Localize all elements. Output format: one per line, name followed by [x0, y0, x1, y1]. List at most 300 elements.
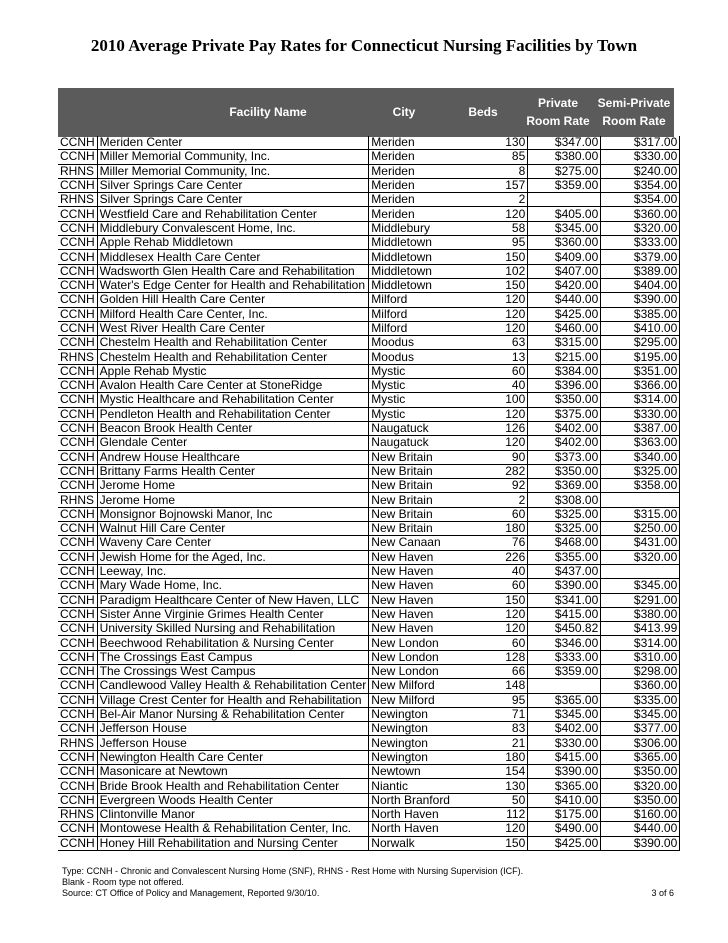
facility-beds: 2: [477, 493, 528, 507]
semi-private-room-rate: $390.00: [601, 293, 680, 307]
semi-private-room-rate: $360.00: [601, 207, 680, 221]
private-room-rate: $390.00: [528, 579, 601, 593]
private-room-rate: $341.00: [528, 593, 601, 607]
table-row: [58, 464, 680, 478]
facility-name: Newington Health Care Center: [97, 750, 369, 764]
facility-city: North Haven: [369, 822, 478, 836]
facility-city: New Britain: [369, 450, 478, 464]
facility-city: New Haven: [369, 579, 478, 593]
facility-beds: 50: [477, 793, 528, 807]
facility-city: New Haven: [369, 564, 478, 578]
semi-private-room-rate: $350.00: [601, 765, 680, 779]
semi-private-room-rate: $354.00: [601, 178, 680, 192]
facility-type: CCNH: [58, 593, 97, 607]
facility-beds: 85: [477, 150, 528, 164]
semi-private-room-rate: $404.00: [601, 278, 680, 292]
semi-private-room-rate: $335.00: [601, 693, 680, 707]
facility-name: Miller Memorial Community, Inc.: [97, 150, 369, 164]
facility-beds: 40: [477, 379, 528, 393]
facility-beds: 120: [477, 436, 528, 450]
facility-name: Candlewood Valley Health & Rehabilitation Center: [97, 679, 369, 693]
facility-name: Water's Edge Center for Health and Rehabilitation: [97, 278, 369, 292]
semi-private-room-rate: $366.00: [601, 379, 680, 393]
facility-beds: 83: [477, 722, 528, 736]
semi-private-room-rate: $413.99: [601, 622, 680, 636]
semi-private-room-rate: $358.00: [601, 479, 680, 493]
facility-name: Westfield Care and Rehabilitation Center: [97, 207, 369, 221]
facility-name: Wadsworth Glen Health Care and Rehabilitation: [97, 264, 369, 278]
facility-name: Montowese Health & Rehabilitation Center, Inc.: [97, 822, 369, 836]
private-room-rate: $365.00: [528, 779, 601, 793]
facility-city: Milford: [369, 321, 478, 335]
table-row: [58, 750, 680, 764]
private-room-rate: $333.00: [528, 650, 601, 664]
facility-beds: 120: [477, 407, 528, 421]
facility-name: Apple Rehab Middletown: [97, 236, 369, 250]
facility-beds: 60: [477, 507, 528, 521]
facility-name: Silver Springs Care Center: [97, 193, 369, 207]
facility-beds: 154: [477, 765, 528, 779]
facility-type: CCNH: [58, 536, 97, 550]
semi-private-room-rate: $333.00: [601, 236, 680, 250]
facility-name: West River Health Care Center: [97, 321, 369, 335]
facility-type: CCNH: [58, 750, 97, 764]
facility-name: Middlebury Convalescent Home, Inc.: [97, 221, 369, 235]
private-room-rate: $350.00: [528, 464, 601, 478]
facility-name: Jewish Home for the Aged, Inc.: [97, 550, 369, 564]
private-room-rate: $360.00: [528, 236, 601, 250]
facility-name: Monsignor Bojnowski Manor, Inc: [97, 507, 369, 521]
facility-type: CCNH: [58, 765, 97, 779]
table-row: [58, 393, 680, 407]
facility-beds: 92: [477, 479, 528, 493]
facility-type: CCNH: [58, 779, 97, 793]
facility-name: The Crossings East Campus: [97, 650, 369, 664]
facility-beds: 120: [477, 622, 528, 636]
facility-city: Norwalk: [369, 836, 478, 850]
private-room-rate: $375.00: [528, 407, 601, 421]
facility-type: CCNH: [58, 364, 97, 378]
facility-name: Village Crest Center for Health and Rehabilitation: [97, 693, 369, 707]
facility-beds: 148: [477, 679, 528, 693]
table-row: [58, 407, 680, 421]
table-row: [58, 836, 680, 850]
table-row: [58, 350, 680, 364]
facility-city: Middletown: [369, 250, 478, 264]
table-row: [58, 293, 680, 307]
facility-type: RHNS: [58, 164, 97, 178]
semi-private-room-rate: $310.00: [601, 650, 680, 664]
facility-city: Milford: [369, 293, 478, 307]
facility-name: Bride Brook Health and Rehabilitation Center: [97, 779, 369, 793]
semi-private-room-rate: $314.00: [601, 636, 680, 650]
facility-type: CCNH: [58, 207, 97, 221]
semi-private-room-rate: $330.00: [601, 407, 680, 421]
facility-name: Andrew House Healthcare: [97, 450, 369, 464]
private-room-rate: $355.00: [528, 550, 601, 564]
facility-name: Glendale Center: [97, 436, 369, 450]
table-row: [58, 150, 680, 164]
facility-beds: 120: [477, 207, 528, 221]
semi-private-room-rate: $330.00: [601, 150, 680, 164]
semi-private-room-rate: $345.00: [601, 707, 680, 721]
table-row: [58, 236, 680, 250]
facility-name: Brittany Farms Health Center: [97, 464, 369, 478]
facility-city: Middletown: [369, 264, 478, 278]
facility-city: New Britain: [369, 479, 478, 493]
table-row: [58, 607, 680, 621]
private-room-rate: $359.00: [528, 178, 601, 192]
facility-beds: 150: [477, 836, 528, 850]
facility-city: North Branford: [369, 793, 478, 807]
facility-name: Jerome Home: [97, 479, 369, 493]
private-room-rate: $315.00: [528, 336, 601, 350]
facility-type: CCNH: [58, 650, 97, 664]
facility-beds: 120: [477, 321, 528, 335]
facility-city: Meriden: [369, 193, 478, 207]
facility-city: New Britain: [369, 493, 478, 507]
semi-private-room-rate: $317.00: [601, 136, 680, 150]
semi-private-room-rate: $320.00: [601, 550, 680, 564]
facility-name: Pendleton Health and Rehabilitation Center: [97, 407, 369, 421]
page-number: 3 of 6: [651, 888, 674, 898]
facility-beds: 157: [477, 178, 528, 192]
private-room-rate: $215.00: [528, 350, 601, 364]
facility-type: CCNH: [58, 436, 97, 450]
facility-city: New London: [369, 636, 478, 650]
facility-city: Newington: [369, 736, 478, 750]
facility-name: Silver Springs Care Center: [97, 178, 369, 192]
facility-type: CCNH: [58, 278, 97, 292]
facility-table: [58, 136, 680, 851]
private-room-rate: $365.00: [528, 693, 601, 707]
table-row: [58, 450, 680, 464]
facility-beds: 63: [477, 336, 528, 350]
table-row: [58, 436, 680, 450]
facility-name: Paradigm Healthcare Center of New Haven, LLC: [97, 593, 369, 607]
semi-private-header-line1: Semi-Private: [597, 96, 671, 110]
facility-city: New Britain: [369, 522, 478, 536]
facility-name: Jefferson House: [97, 736, 369, 750]
private-room-rate: $325.00: [528, 522, 601, 536]
private-room-rate: $425.00: [528, 836, 601, 850]
private-room-rate: $407.00: [528, 264, 601, 278]
city-header: City: [392, 105, 416, 119]
table-row: [58, 707, 680, 721]
facility-beds: 102: [477, 264, 528, 278]
facility-city: Niantic: [369, 779, 478, 793]
facility-city: Meriden: [369, 207, 478, 221]
facility-beds: 60: [477, 636, 528, 650]
semi-private-room-rate: $351.00: [601, 364, 680, 378]
table-row: [58, 164, 680, 178]
private-room-rate: $460.00: [528, 321, 601, 335]
semi-private-room-rate: $385.00: [601, 307, 680, 321]
private-room-rate: $402.00: [528, 436, 601, 450]
semi-private-room-rate: [601, 564, 680, 578]
facility-city: Moodus: [369, 336, 478, 350]
facility-type: CCNH: [58, 607, 97, 621]
facility-city: New Haven: [369, 622, 478, 636]
facility-type: CCNH: [58, 250, 97, 264]
private-room-rate: $345.00: [528, 221, 601, 235]
facility-type: CCNH: [58, 178, 97, 192]
private-room-rate: $490.00: [528, 822, 601, 836]
facility-name: Golden Hill Health Care Center: [97, 293, 369, 307]
facility-beds: 100: [477, 393, 528, 407]
private-room-rate: $369.00: [528, 479, 601, 493]
table-row: [58, 736, 680, 750]
semi-private-room-rate: $365.00: [601, 750, 680, 764]
facility-name: Evergreen Woods Health Center: [97, 793, 369, 807]
facility-beds: 58: [477, 221, 528, 235]
table-row: [58, 822, 680, 836]
facility-beds: 120: [477, 822, 528, 836]
facility-city: Newtown: [369, 765, 478, 779]
table-row: [58, 264, 680, 278]
facility-type: CCNH: [58, 507, 97, 521]
facility-name: Waveny Care Center: [97, 536, 369, 550]
facility-type: RHNS: [58, 350, 97, 364]
table-row: [58, 221, 680, 235]
facility-city: Meriden: [369, 150, 478, 164]
semi-private-room-rate: $410.00: [601, 321, 680, 335]
semi-private-room-rate: $306.00: [601, 736, 680, 750]
facility-beds: 120: [477, 293, 528, 307]
facility-name: Meriden Center: [97, 136, 369, 150]
facility-name: Beacon Brook Health Center: [97, 421, 369, 435]
semi-private-room-rate: $389.00: [601, 264, 680, 278]
facility-name: Jefferson House: [97, 722, 369, 736]
facility-city: New Milford: [369, 693, 478, 707]
facility-type: CCNH: [58, 622, 97, 636]
semi-private-header-line2: Room Rate: [602, 114, 666, 128]
facility-type: CCNH: [58, 293, 97, 307]
table-row: [58, 650, 680, 664]
facility-name: The Crossings West Campus: [97, 664, 369, 678]
footnotes: [62, 866, 523, 899]
table-row: [58, 579, 680, 593]
table-header: [58, 88, 674, 137]
facility-type: CCNH: [58, 450, 97, 464]
facility-city: Milford: [369, 307, 478, 321]
facility-city: New Haven: [369, 593, 478, 607]
table-row: [58, 479, 680, 493]
facility-beds: 76: [477, 536, 528, 550]
facility-beds: 66: [477, 664, 528, 678]
facility-city: Meriden: [369, 178, 478, 192]
table-row: [58, 193, 680, 207]
facility-city: New Haven: [369, 607, 478, 621]
facility-city: Mystic: [369, 407, 478, 421]
semi-private-room-rate: $314.00: [601, 393, 680, 407]
private-room-rate: $325.00: [528, 507, 601, 521]
facility-city: New Canaan: [369, 536, 478, 550]
private-room-rate: $345.00: [528, 707, 601, 721]
private-room-rate: $450.82: [528, 622, 601, 636]
private-room-rate: $402.00: [528, 421, 601, 435]
table-row: [58, 250, 680, 264]
facility-name: Mary Wade Home, Inc.: [97, 579, 369, 593]
facility-beds: 112: [477, 807, 528, 821]
facility-type: RHNS: [58, 807, 97, 821]
private-room-rate: $380.00: [528, 150, 601, 164]
private-room-rate: $468.00: [528, 536, 601, 550]
semi-private-room-rate: $291.00: [601, 593, 680, 607]
facility-name: Leeway, Inc.: [97, 564, 369, 578]
table-row: [58, 278, 680, 292]
facility-type: CCNH: [58, 522, 97, 536]
facility-type: CCNH: [58, 707, 97, 721]
facility-name: Beechwood Rehabilitation & Nursing Center: [97, 636, 369, 650]
facility-beds: 120: [477, 607, 528, 621]
private-room-rate: $175.00: [528, 807, 601, 821]
private-room-rate: $396.00: [528, 379, 601, 393]
facility-name: Miller Memorial Community, Inc.: [97, 164, 369, 178]
semi-private-room-rate: $360.00: [601, 679, 680, 693]
private-room-rate: $330.00: [528, 736, 601, 750]
private-room-rate: $359.00: [528, 664, 601, 678]
facility-type: CCNH: [58, 421, 97, 435]
semi-private-room-rate: $377.00: [601, 722, 680, 736]
table-row: [58, 693, 680, 707]
facility-beds: 90: [477, 450, 528, 464]
facility-city: Mystic: [369, 393, 478, 407]
beds-header: Beds: [468, 105, 498, 119]
facility-city: Middletown: [369, 236, 478, 250]
facility-name: Honey Hill Rehabilitation and Nursing Center: [97, 836, 369, 850]
semi-private-room-rate: $350.00: [601, 793, 680, 807]
semi-private-room-rate: $250.00: [601, 522, 680, 536]
facility-beds: 21: [477, 736, 528, 750]
facility-type: CCNH: [58, 336, 97, 350]
table-row: [58, 779, 680, 793]
facility-beds: 60: [477, 579, 528, 593]
facility-name: Chestelm Health and Rehabilitation Center: [97, 350, 369, 364]
facility-city: Naugatuck: [369, 421, 478, 435]
facility-type: CCNH: [58, 464, 97, 478]
facility-city: Moodus: [369, 350, 478, 364]
semi-private-room-rate: $431.00: [601, 536, 680, 550]
semi-private-room-rate: [601, 493, 680, 507]
facility-type: CCNH: [58, 722, 97, 736]
facility-city: New London: [369, 650, 478, 664]
semi-private-room-rate: $320.00: [601, 779, 680, 793]
facility-city: Mystic: [369, 379, 478, 393]
facility-beds: 130: [477, 136, 528, 150]
private-room-rate: $308.00: [528, 493, 601, 507]
table-row: [58, 321, 680, 335]
facility-name: Walnut Hill Care Center: [97, 522, 369, 536]
facility-type: CCNH: [58, 321, 97, 335]
facility-type: RHNS: [58, 193, 97, 207]
private-room-rate: $384.00: [528, 364, 601, 378]
facility-type: CCNH: [58, 221, 97, 235]
facility-type: CCNH: [58, 664, 97, 678]
facility-name: University Skilled Nursing and Rehabilitation: [97, 622, 369, 636]
private-room-rate: $410.00: [528, 793, 601, 807]
private-room-rate: $425.00: [528, 307, 601, 321]
private-room-rate: $347.00: [528, 136, 601, 150]
private-room-rate: $440.00: [528, 293, 601, 307]
private-room-rate: $390.00: [528, 765, 601, 779]
table-row: [58, 765, 680, 779]
facility-beds: 95: [477, 236, 528, 250]
facility-type: CCNH: [58, 693, 97, 707]
facility-city: New Haven: [369, 550, 478, 564]
private-header-line2: Room Rate: [526, 114, 590, 128]
table-row: [58, 722, 680, 736]
facility-type: CCNH: [58, 550, 97, 564]
facility-type: CCNH: [58, 136, 97, 150]
private-room-rate: $350.00: [528, 393, 601, 407]
table-row: [58, 793, 680, 807]
private-room-rate: $437.00: [528, 564, 601, 578]
facility-city: Middletown: [369, 278, 478, 292]
facility-name: Avalon Health Care Center at StoneRidge: [97, 379, 369, 393]
facility-city: New Britain: [369, 507, 478, 521]
table-row: [58, 622, 680, 636]
facility-beds: 150: [477, 278, 528, 292]
semi-private-room-rate: $325.00: [601, 464, 680, 478]
facility-beds: 8: [477, 164, 528, 178]
table-row: [58, 421, 680, 435]
facility-name: Milford Health Care Center, Inc.: [97, 307, 369, 321]
facility-beds: 40: [477, 564, 528, 578]
facility-beds: 120: [477, 307, 528, 321]
private-room-rate: $415.00: [528, 750, 601, 764]
page-title: 2010 Average Private Pay Rates for Connecticut Nursing Facilities by Town: [90, 36, 638, 55]
table-row: [58, 664, 680, 678]
table-row: [58, 679, 680, 693]
facility-type: RHNS: [58, 736, 97, 750]
table-row: [58, 379, 680, 393]
semi-private-room-rate: $379.00: [601, 250, 680, 264]
private-room-rate: [528, 679, 601, 693]
semi-private-room-rate: $390.00: [601, 836, 680, 850]
facility-name: Jerome Home: [97, 493, 369, 507]
footnote-blank: Blank - Room type not offered.: [62, 877, 184, 887]
facility-type: CCNH: [58, 236, 97, 250]
semi-private-room-rate: $363.00: [601, 436, 680, 450]
facility-city: Middlebury: [369, 221, 478, 235]
semi-private-room-rate: $387.00: [601, 421, 680, 435]
table-row: [58, 136, 680, 150]
facility-city: New London: [369, 664, 478, 678]
facility-beds: 60: [477, 364, 528, 378]
table-row: [58, 536, 680, 550]
facility-type: CCNH: [58, 836, 97, 850]
table-row: [58, 636, 680, 650]
table-row: [58, 807, 680, 821]
semi-private-room-rate: $320.00: [601, 221, 680, 235]
facility-city: Newington: [369, 707, 478, 721]
facility-name: Sister Anne Virginie Grimes Health Center: [97, 607, 369, 621]
facility-city: Mystic: [369, 364, 478, 378]
facility-city: Naugatuck: [369, 436, 478, 450]
facility-name: Apple Rehab Mystic: [97, 364, 369, 378]
facility-beds: 226: [477, 550, 528, 564]
semi-private-room-rate: $240.00: [601, 164, 680, 178]
private-header-line1: Private: [537, 96, 579, 110]
footnote-type: Type: CCNH - Chronic and Convalescent Nursing Home (SNF), RHNS - Rest Home with Nursing Supervision (ICF).: [62, 866, 524, 876]
facility-city: Newington: [369, 722, 478, 736]
facility-type: RHNS: [58, 493, 97, 507]
table-row: [58, 593, 680, 607]
facility-type: CCNH: [58, 379, 97, 393]
facility-type: CCNH: [58, 636, 97, 650]
facility-type: CCNH: [58, 150, 97, 164]
